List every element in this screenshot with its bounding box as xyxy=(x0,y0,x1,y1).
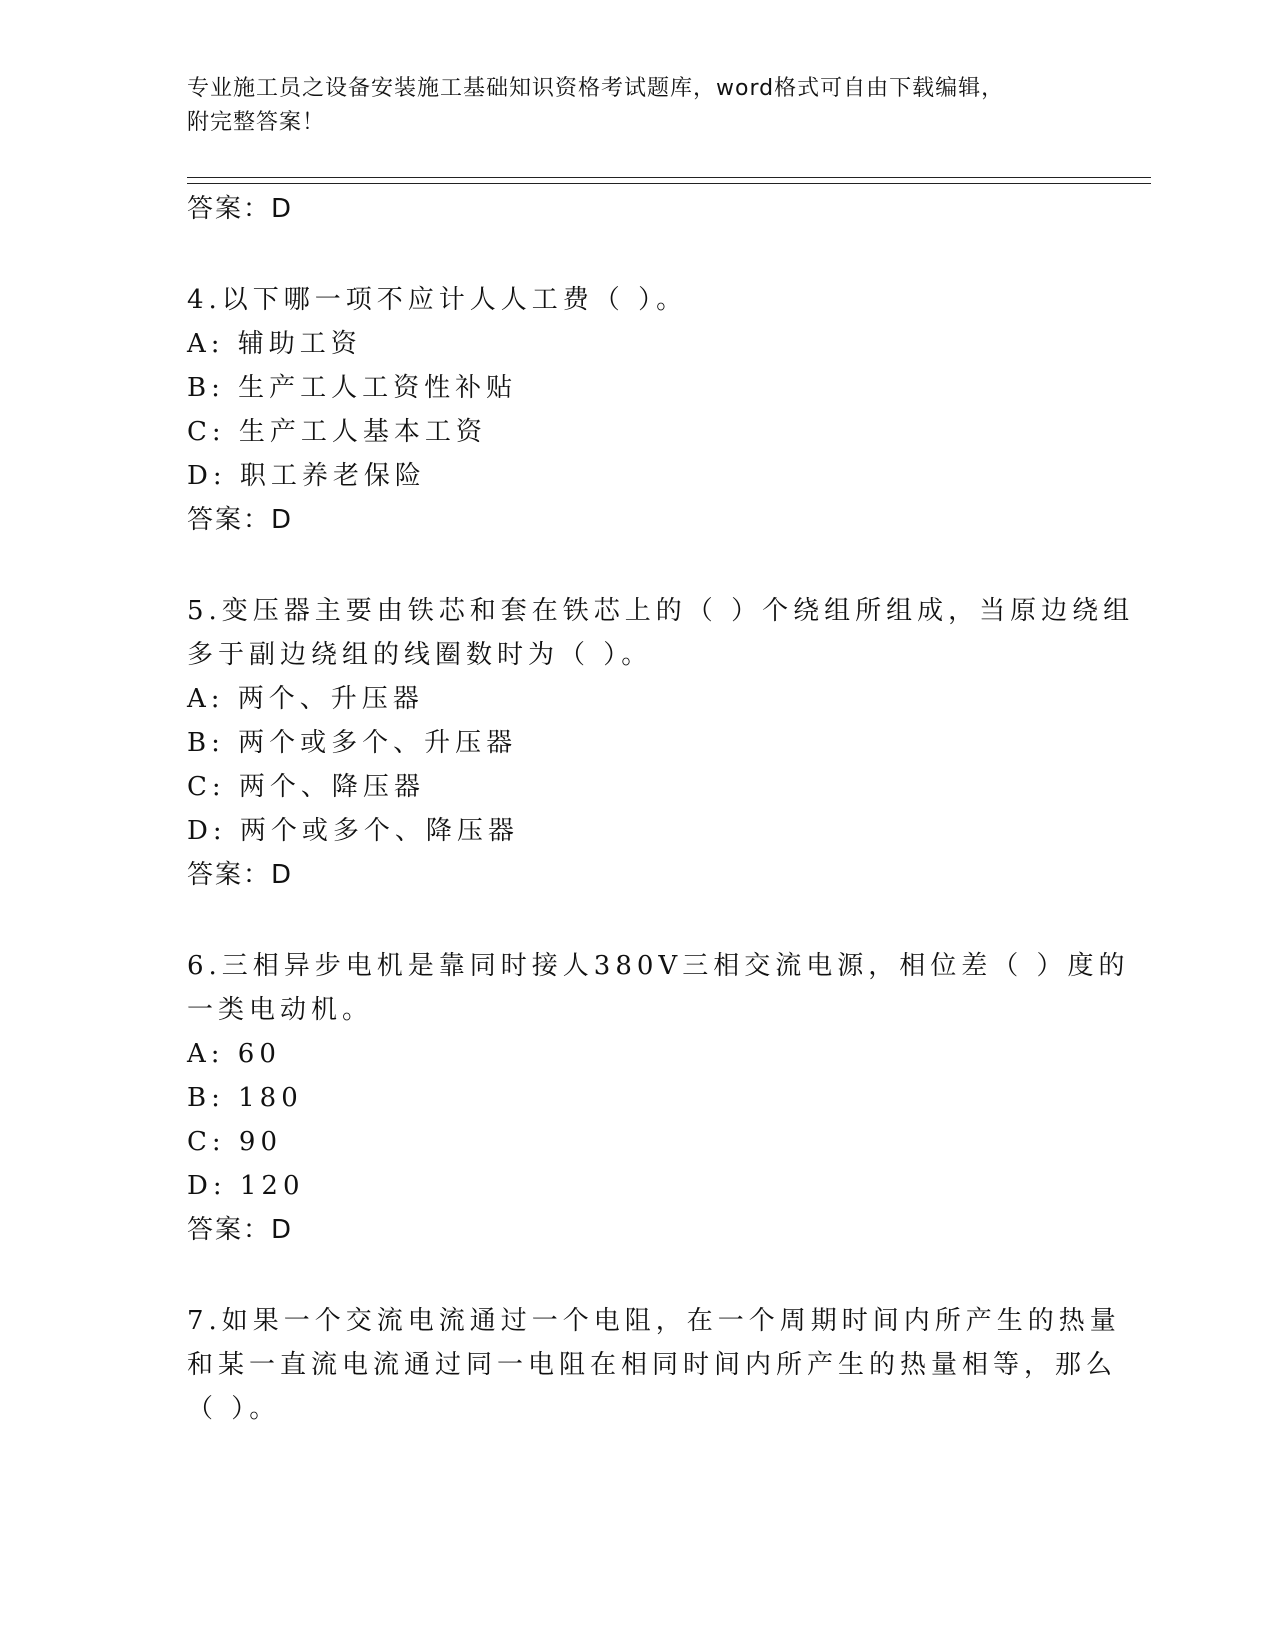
question-4-option-b: B: 生产工人工资性补贴 xyxy=(187,373,518,403)
document-header xyxy=(187,72,1087,140)
question-5-answer: 答案：D xyxy=(187,860,294,890)
question-6-option-a: A: 60 xyxy=(187,1039,281,1069)
question-5-line-2: 多于副边绕组的线圈数时为（ ）。 xyxy=(187,640,653,670)
question-5-option-b: B: 两个或多个、升压器 xyxy=(187,728,518,758)
question-5-option-c: C: 两个、降压器 xyxy=(187,772,425,802)
question-7-line-3: （ ）。 xyxy=(187,1394,281,1424)
question-6-option-c: C: 90 xyxy=(187,1127,283,1157)
question-6-line-1: 6.三相异步电机是靠同时接人380V三相交流电源，相位差（ ）度的 xyxy=(187,951,1130,981)
question-4-answer: 答案：D xyxy=(187,505,294,535)
question-5-option-a: A: 两个、升压器 xyxy=(187,684,424,714)
question-5-line-1: 5.变压器主要由铁芯和套在铁芯上的（ ）个绕组所组成，当原边绕组 xyxy=(187,596,1135,626)
question-4-option-c: C: 生产工人基本工资 xyxy=(187,417,487,447)
answer-prev: 答案：D xyxy=(187,194,294,224)
question-6-answer: 答案：D xyxy=(187,1215,294,1245)
question-6-option-d: D: 120 xyxy=(187,1171,305,1201)
question-4-line-1: 4.以下哪一项不应计人人工费（ ）。 xyxy=(187,285,688,315)
header-line-1: 专业施工员之设备安装施工基础知识资格考试题库，word格式可自由下载编辑， xyxy=(187,76,1005,101)
header-line-2: 附完整答案！ xyxy=(187,110,326,135)
header-rule-top xyxy=(187,177,1151,178)
question-4-option-a: A: 辅助工资 xyxy=(187,329,362,359)
question-6-line-2: 一类电动机。 xyxy=(187,995,374,1025)
question-6-option-b: B: 180 xyxy=(187,1083,303,1113)
header-rule-bottom xyxy=(187,183,1151,184)
question-4-option-d: D: 职工养老保险 xyxy=(187,461,426,491)
question-5-option-d: D: 两个或多个、降压器 xyxy=(187,816,519,846)
question-7-line-1: 7.如果一个交流电流通过一个电阻，在一个周期时间内所产生的热量 xyxy=(187,1306,1121,1336)
question-7-line-2: 和某一直流电流通过同一电阻在相同时间内所产生的热量相等，那么 xyxy=(187,1350,1118,1380)
